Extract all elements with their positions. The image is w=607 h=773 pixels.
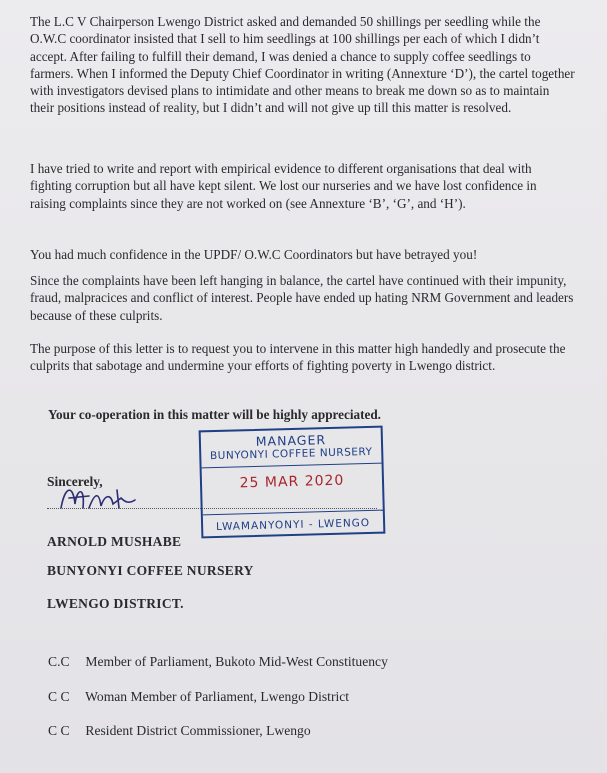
- stamp-title: MANAGER: [255, 432, 327, 449]
- paragraph-2: I have tried to write and report with empirical evidence to different organisations that deal with fighting corruption but all have kept silent. We lost our nurseries and we have lost confidence in raising complaints since they are not worked on (see Annexture ‘B’, ‘G’, and ‘H’).: [30, 161, 537, 211]
- sincerely-text: Sincerely,: [47, 474, 103, 489]
- appreciation-line: Your co-operation in this matter will be highly appreciated.: [48, 407, 381, 422]
- paragraph-3: You had much confidence in the UPDF/ O.W.C Coordinators but have betrayed you!: [30, 247, 478, 262]
- cc-recipient: Resident District Commissioner, Lwengo: [85, 723, 311, 738]
- paragraph-5: The purpose of this letter is to request you to intervene in this matter high handedly and prosecute the culprits that sabotage and undermine your efforts of fighting poverty in Lwengo district.: [30, 341, 566, 374]
- signatory-name: ARNOLD MUSHABE: [47, 534, 182, 549]
- stamp-org: BUNYONYI COFFEE NURSERY: [209, 445, 373, 463]
- cc-line-2: [48, 689, 349, 705]
- cc-tag: C C: [48, 723, 70, 738]
- cc-line-1: [48, 654, 388, 670]
- cc-tag: C C: [48, 689, 70, 704]
- stamp-rule-top: [202, 463, 382, 469]
- paragraph-1: The L.C V Chairperson Lwengo District asked and demanded 50 shillings per seedling while the O.W.C coordinator insisted that I sell to him seedlings at 100 shillings per each of which I didn’t accept. After failing to fulfill their demand, I was denied a chance to supply coffee seedlings to farmers. When I informed the Deputy Chief Coordinator in writing (Annexture ‘D’), the cartel together with investigators devised plans to intimidate and other means to break me down so as to maintain their positions instead of reality, but I didn’t and will not give up till this matter is resolved.: [30, 14, 575, 116]
- signatory-organisation: BUNYONYI COFFEE NURSERY: [47, 563, 254, 578]
- cc-recipient: Member of Parliament, Bukoto Mid-West Constituency: [85, 654, 388, 669]
- stamp-rule-bottom: [203, 510, 383, 516]
- signature-line: [47, 508, 377, 509]
- cc-line-3: [48, 723, 311, 739]
- manager-stamp: [199, 426, 386, 539]
- signatory-district: LWENGO DISTRICT.: [47, 596, 184, 611]
- paragraph-4: Since the complaints have been left hanging in balance, the cartel have continued with their impunity, fraud, malpracices and conflict of interest. People have ended up hating NRM Government and leaders because of these culprits.: [30, 273, 574, 323]
- stamp-date: 25 MAR 2020: [239, 472, 345, 492]
- handwritten-signature: [55, 478, 155, 518]
- cc-recipient: Woman Member of Parliament, Lwengo District: [85, 689, 350, 704]
- cc-tag: C.C: [48, 654, 70, 669]
- stamp-place: LWAMANYONYI - LWENGO: [215, 516, 371, 534]
